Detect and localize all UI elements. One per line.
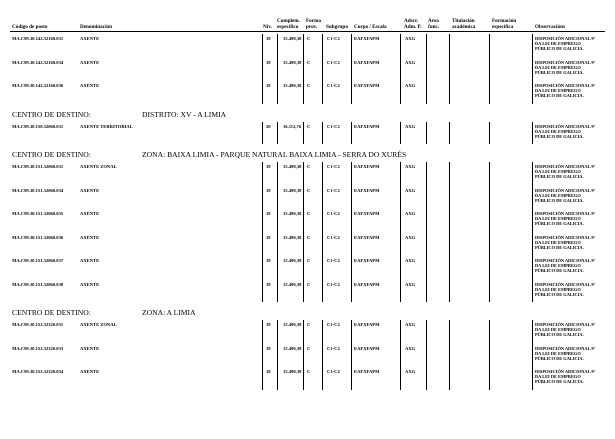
row-corpo: EAFXFAPM bbox=[354, 281, 380, 287]
row-adscricion: AXG bbox=[405, 234, 416, 240]
row-forma: C bbox=[307, 322, 311, 327]
column-divider bbox=[262, 162, 263, 302]
row-subgrupo: C1-C2 bbox=[327, 187, 340, 193]
column-divider bbox=[303, 320, 304, 390]
row-observacion-line-2: DA LEI DE EMPREGO bbox=[535, 263, 581, 269]
column-divider bbox=[532, 320, 533, 390]
row-forma: C bbox=[307, 234, 311, 240]
row-observacion-line-2: DA LEI DE EMPREGO bbox=[535, 239, 581, 245]
row-forma: C bbox=[307, 59, 311, 65]
column-divider bbox=[449, 320, 450, 390]
row-code: MA.C99.30.151.32060.036 bbox=[12, 234, 64, 240]
header-codigo: Código de posto bbox=[12, 24, 48, 30]
column-divider bbox=[449, 122, 450, 145]
row-code: MA.C99.30.152.32320.034 bbox=[12, 369, 64, 374]
row-denominacion: AXENTE bbox=[80, 281, 100, 287]
row-forma: C bbox=[307, 164, 311, 169]
column-divider bbox=[322, 122, 323, 145]
row-subgrupo: C1-C2 bbox=[327, 83, 340, 88]
header-complem-1: Complem. bbox=[277, 18, 300, 24]
row-observacion-line-2: DA LEI DE EMPREGO bbox=[535, 64, 581, 70]
row-nivel: 18 bbox=[266, 369, 271, 374]
column-divider bbox=[449, 34, 450, 104]
row-adscricion: AXG bbox=[405, 322, 416, 327]
column-divider bbox=[400, 34, 401, 104]
row-code: MA.C99.30.152.32320.031 bbox=[12, 322, 64, 327]
row-adscricion: AXG bbox=[405, 258, 416, 263]
row-corpo: EAFXFAPM bbox=[354, 36, 380, 41]
section-label: CENTRO DE DESTINO: bbox=[12, 150, 91, 159]
column-divider bbox=[489, 162, 490, 302]
header-denominacion: Denominación bbox=[80, 24, 112, 30]
row-subgrupo: C1-C2 bbox=[327, 59, 340, 65]
row-nivel: 20 bbox=[266, 123, 271, 129]
row-complemento: 15.490,38 bbox=[283, 281, 302, 287]
row-observacion-line-3: PÚBLICO DE GALICIA. bbox=[535, 69, 584, 75]
column-divider bbox=[426, 320, 427, 390]
row-adscricion: AXG bbox=[405, 59, 416, 65]
row-denominacion: AXENTE bbox=[80, 369, 100, 374]
row-nivel: 18 bbox=[266, 187, 271, 193]
row-complemento: 15.490,38 bbox=[283, 345, 302, 351]
row-observacion-line-3: PÚBLICO DE GALICIA. bbox=[535, 133, 584, 139]
row-denominacion: AXENTE bbox=[80, 258, 100, 263]
column-divider bbox=[303, 162, 304, 302]
row-observacion-line-1: DISPOSICIÓN ADICIONAL 9ª bbox=[535, 83, 595, 88]
header-forma-1: Forma bbox=[306, 18, 321, 24]
row-observacion-line-3: PÚBLICO DE GALICIA. bbox=[535, 244, 584, 250]
header-formacion-1: Formación bbox=[492, 18, 517, 24]
column-divider bbox=[277, 162, 278, 302]
header-area-1: Área bbox=[428, 18, 439, 24]
row-nivel: 18 bbox=[266, 345, 271, 351]
row-observacion-line-1: DISPOSICIÓN ADICIONAL 9ª bbox=[535, 123, 595, 129]
column-divider bbox=[322, 320, 323, 390]
row-subgrupo: C1-C2 bbox=[327, 281, 340, 287]
column-divider bbox=[489, 320, 490, 390]
row-observacion-line-1: DISPOSICIÓN ADICIONAL 9ª bbox=[535, 258, 595, 263]
column-divider bbox=[532, 122, 533, 145]
column-divider bbox=[426, 122, 427, 145]
row-adscricion: AXG bbox=[405, 211, 416, 216]
section-name: DISTRITO: XV - A LIMIA bbox=[142, 109, 227, 119]
header-area-2: func. bbox=[428, 24, 440, 30]
column-divider bbox=[426, 34, 427, 104]
row-forma: C bbox=[307, 36, 311, 41]
row-nivel: 18 bbox=[266, 281, 271, 287]
row-code: MA.C99.30.151.32060.035 bbox=[12, 211, 64, 216]
row-corpo: EAFXFAPM bbox=[354, 123, 380, 129]
row-nivel: 18 bbox=[266, 211, 271, 216]
header-complem-2: específico bbox=[277, 24, 299, 30]
row-subgrupo: C1-C2 bbox=[327, 164, 340, 169]
row-adscricion: AXG bbox=[405, 187, 416, 193]
row-subgrupo: C1-C2 bbox=[327, 36, 340, 41]
row-corpo: EAFXFAPM bbox=[354, 345, 380, 351]
row-denominacion: AXENTE ZONAL bbox=[80, 322, 117, 327]
column-divider bbox=[351, 162, 352, 302]
row-corpo: EAFXFAPM bbox=[354, 164, 380, 169]
row-forma: C bbox=[307, 123, 311, 129]
row-observacion-line-2: DA LEI DE EMPREGO bbox=[535, 327, 581, 333]
row-forma: C bbox=[307, 281, 311, 287]
row-corpo: EAFXFAPM bbox=[354, 59, 380, 65]
row-observacion-line-1: DISPOSICIÓN ADICIONAL 9ª bbox=[535, 211, 595, 216]
row-forma: C bbox=[307, 211, 311, 216]
row-observacion-line-2: DA LEI DE EMPREGO bbox=[535, 374, 581, 380]
row-forma: C bbox=[307, 369, 311, 374]
header-titulacion-1: Titulación bbox=[452, 18, 475, 24]
column-divider bbox=[532, 162, 533, 302]
row-denominacion: AXENTE bbox=[80, 59, 100, 65]
column-divider bbox=[322, 162, 323, 302]
column-divider bbox=[426, 162, 427, 302]
column-divider bbox=[322, 34, 323, 104]
row-observacion-line-2: DA LEI DE EMPREGO bbox=[535, 41, 581, 47]
section-name: ZONA: A LIMIA bbox=[142, 308, 196, 317]
row-denominacion: AXENTE TERRITORIAL bbox=[80, 123, 133, 129]
row-code: MA.C99.30.150.32060.031 bbox=[12, 123, 64, 129]
row-code: MA.C99.30.152.32320.033 bbox=[12, 345, 64, 351]
row-complemento: 15.490,38 bbox=[283, 369, 302, 374]
header-niv: Niv. bbox=[263, 24, 272, 30]
row-observacion-line-1: DISPOSICIÓN ADICIONAL 9ª bbox=[535, 322, 595, 327]
row-complemento: 15.490,38 bbox=[283, 187, 302, 193]
row-nivel: 18 bbox=[266, 83, 271, 88]
row-observacion-line-2: DA LEI DE EMPREGO bbox=[535, 350, 581, 356]
row-observacion-line-3: PÚBLICO DE GALICIA. bbox=[535, 355, 584, 361]
row-corpo: EAFXFAPM bbox=[354, 83, 380, 88]
row-forma: C bbox=[307, 345, 311, 351]
row-adscricion: AXG bbox=[405, 164, 416, 169]
row-denominacion: AXENTE bbox=[80, 234, 100, 240]
header-forma-2: prov. bbox=[306, 24, 318, 30]
row-code: MA.C99.30.142.32160.036 bbox=[12, 83, 64, 88]
row-observacion-line-1: DISPOSICIÓN ADICIONAL 9ª bbox=[535, 187, 595, 193]
column-divider bbox=[489, 34, 490, 104]
row-adscricion: AXG bbox=[405, 345, 416, 351]
row-complemento: 15.490,38 bbox=[283, 164, 302, 169]
row-observacion-line-3: PÚBLICO DE GALICIA. bbox=[535, 197, 584, 203]
row-complemento: 15.490,38 bbox=[283, 83, 302, 88]
column-divider bbox=[400, 320, 401, 390]
header-rule bbox=[10, 31, 605, 32]
row-nivel: 18 bbox=[266, 59, 271, 65]
row-nivel: 18 bbox=[266, 234, 271, 240]
row-code: MA.C99.30.142.32160.034 bbox=[12, 59, 64, 65]
column-divider bbox=[351, 34, 352, 104]
row-subgrupo: C1-C2 bbox=[327, 322, 340, 327]
row-observacion-line-3: PÚBLICO DE GALICIA. bbox=[535, 46, 584, 52]
header-observaciones: Observacións bbox=[535, 24, 565, 30]
row-forma: C bbox=[307, 258, 311, 263]
column-divider bbox=[351, 122, 352, 145]
row-corpo: EAFXFAPM bbox=[354, 258, 380, 263]
row-nivel: 18 bbox=[266, 164, 271, 169]
row-nivel: 18 bbox=[266, 36, 271, 41]
column-divider bbox=[277, 320, 278, 390]
row-complemento: 15.490,38 bbox=[283, 36, 302, 41]
row-denominacion: AXENTE bbox=[80, 187, 100, 193]
row-complemento: 15.490,38 bbox=[283, 258, 302, 263]
row-subgrupo: C1-C2 bbox=[327, 258, 340, 263]
row-observacion-line-2: DA LEI DE EMPREGO bbox=[535, 286, 581, 292]
row-adscricion: AXG bbox=[405, 369, 416, 374]
row-corpo: EAFXFAPM bbox=[354, 322, 380, 327]
row-observacion-line-3: PÚBLICO DE GALICIA. bbox=[535, 332, 584, 338]
row-complemento: 15.490,38 bbox=[283, 59, 302, 65]
header-formacion-2: específica bbox=[492, 24, 514, 30]
header-subgrupo: Subgrupo bbox=[326, 24, 348, 30]
row-complemento: 15.490,38 bbox=[283, 234, 302, 240]
row-corpo: EAFXFAPM bbox=[354, 369, 380, 374]
row-subgrupo: C1-C2 bbox=[327, 123, 340, 129]
row-subgrupo: C1-C2 bbox=[327, 234, 340, 240]
column-divider bbox=[262, 122, 263, 145]
row-nivel: 18 bbox=[266, 258, 271, 263]
row-corpo: EAFXFAPM bbox=[354, 234, 380, 240]
row-complemento: 16.112,76 bbox=[283, 123, 302, 129]
row-code: MA.C99.30.151.32060.031 bbox=[12, 164, 64, 169]
row-corpo: EAFXFAPM bbox=[354, 211, 380, 216]
row-observacion-line-2: DA LEI DE EMPREGO bbox=[535, 128, 581, 134]
header-adscr-1: Adscr. bbox=[404, 18, 419, 24]
section-label: CENTRO DE DESTINO: bbox=[12, 308, 91, 317]
section-name: ZONA: BAIXA LIMIA - PARQUE NATURAL BAIXA LIMIA - SERRA DO XURÉS bbox=[142, 150, 407, 159]
row-code: MA.C99.30.151.32060.034 bbox=[12, 187, 64, 193]
row-code: MA.C99.30.151.32060.038 bbox=[12, 281, 64, 287]
row-denominacion: AXENTE bbox=[80, 345, 100, 351]
column-divider bbox=[532, 34, 533, 104]
column-divider bbox=[262, 320, 263, 390]
row-nivel: 18 bbox=[266, 322, 271, 327]
row-observacion-line-3: PÚBLICO DE GALICIA. bbox=[535, 268, 584, 274]
row-subgrupo: C1-C2 bbox=[327, 345, 340, 351]
column-divider bbox=[303, 34, 304, 104]
row-adscricion: AXG bbox=[405, 36, 416, 41]
row-observacion-line-2: DA LEI DE EMPREGO bbox=[535, 216, 581, 222]
column-divider bbox=[449, 162, 450, 302]
row-observacion-line-1: DISPOSICIÓN ADICIONAL 9ª bbox=[535, 369, 595, 374]
row-adscricion: AXG bbox=[405, 281, 416, 287]
row-observacion-line-1: DISPOSICIÓN ADICIONAL 9ª bbox=[535, 234, 595, 240]
column-divider bbox=[489, 122, 490, 145]
row-observacion-line-1: DISPOSICIÓN ADICIONAL 9ª bbox=[535, 59, 595, 65]
header-corpo: Corpo / Escala bbox=[354, 24, 387, 30]
row-complemento: 15.490,38 bbox=[283, 211, 302, 216]
row-adscricion: AXG bbox=[405, 123, 416, 129]
row-observacion-line-1: DISPOSICIÓN ADICIONAL 9ª bbox=[535, 164, 595, 169]
column-divider bbox=[400, 122, 401, 145]
row-observacion-line-2: DA LEI DE EMPREGO bbox=[535, 88, 581, 94]
section-label: CENTRO DE DESTINO: bbox=[12, 109, 91, 119]
row-observacion-line-3: PÚBLICO DE GALICIA. bbox=[535, 93, 584, 99]
column-divider bbox=[303, 122, 304, 145]
row-denominacion: AXENTE bbox=[80, 211, 100, 216]
row-code: MA.C99.30.142.32160.031 bbox=[12, 36, 64, 41]
row-subgrupo: C1-C2 bbox=[327, 369, 340, 374]
column-divider bbox=[351, 320, 352, 390]
row-denominacion: AXENTE bbox=[80, 36, 100, 41]
row-complemento: 15.490,38 bbox=[283, 322, 302, 327]
row-subgrupo: C1-C2 bbox=[327, 211, 340, 216]
row-observacion-line-3: PÚBLICO DE GALICIA. bbox=[535, 221, 584, 227]
row-observacion-line-3: PÚBLICO DE GALICIA. bbox=[535, 291, 584, 297]
column-divider bbox=[400, 162, 401, 302]
row-observacion-line-1: DISPOSICIÓN ADICIONAL 9ª bbox=[535, 345, 595, 351]
row-observacion-line-3: PÚBLICO DE GALICIA. bbox=[535, 174, 584, 180]
row-forma: C bbox=[307, 187, 311, 193]
row-observacion-line-1: DISPOSICIÓN ADICIONAL 9ª bbox=[535, 281, 595, 287]
row-observacion-line-2: DA LEI DE EMPREGO bbox=[535, 192, 581, 198]
row-observacion-line-3: PÚBLICO DE GALICIA. bbox=[535, 379, 584, 385]
row-denominacion: AXENTE bbox=[80, 83, 100, 88]
column-divider bbox=[277, 122, 278, 145]
row-adscricion: AXG bbox=[405, 83, 416, 88]
header-adscr-2: Adm. P. bbox=[404, 24, 422, 30]
column-divider bbox=[277, 34, 278, 104]
row-observacion-line-2: DA LEI DE EMPREGO bbox=[535, 169, 581, 175]
row-forma: C bbox=[307, 83, 311, 88]
header-titulacion-2: académica bbox=[452, 24, 476, 30]
row-denominacion: AXENTE ZONAL bbox=[80, 164, 117, 169]
row-observacion-line-1: DISPOSICIÓN ADICIONAL 9ª bbox=[535, 36, 595, 41]
row-code: MA.C99.30.151.32060.037 bbox=[12, 258, 64, 263]
row-corpo: EAFXFAPM bbox=[354, 187, 380, 193]
column-divider bbox=[262, 34, 263, 104]
